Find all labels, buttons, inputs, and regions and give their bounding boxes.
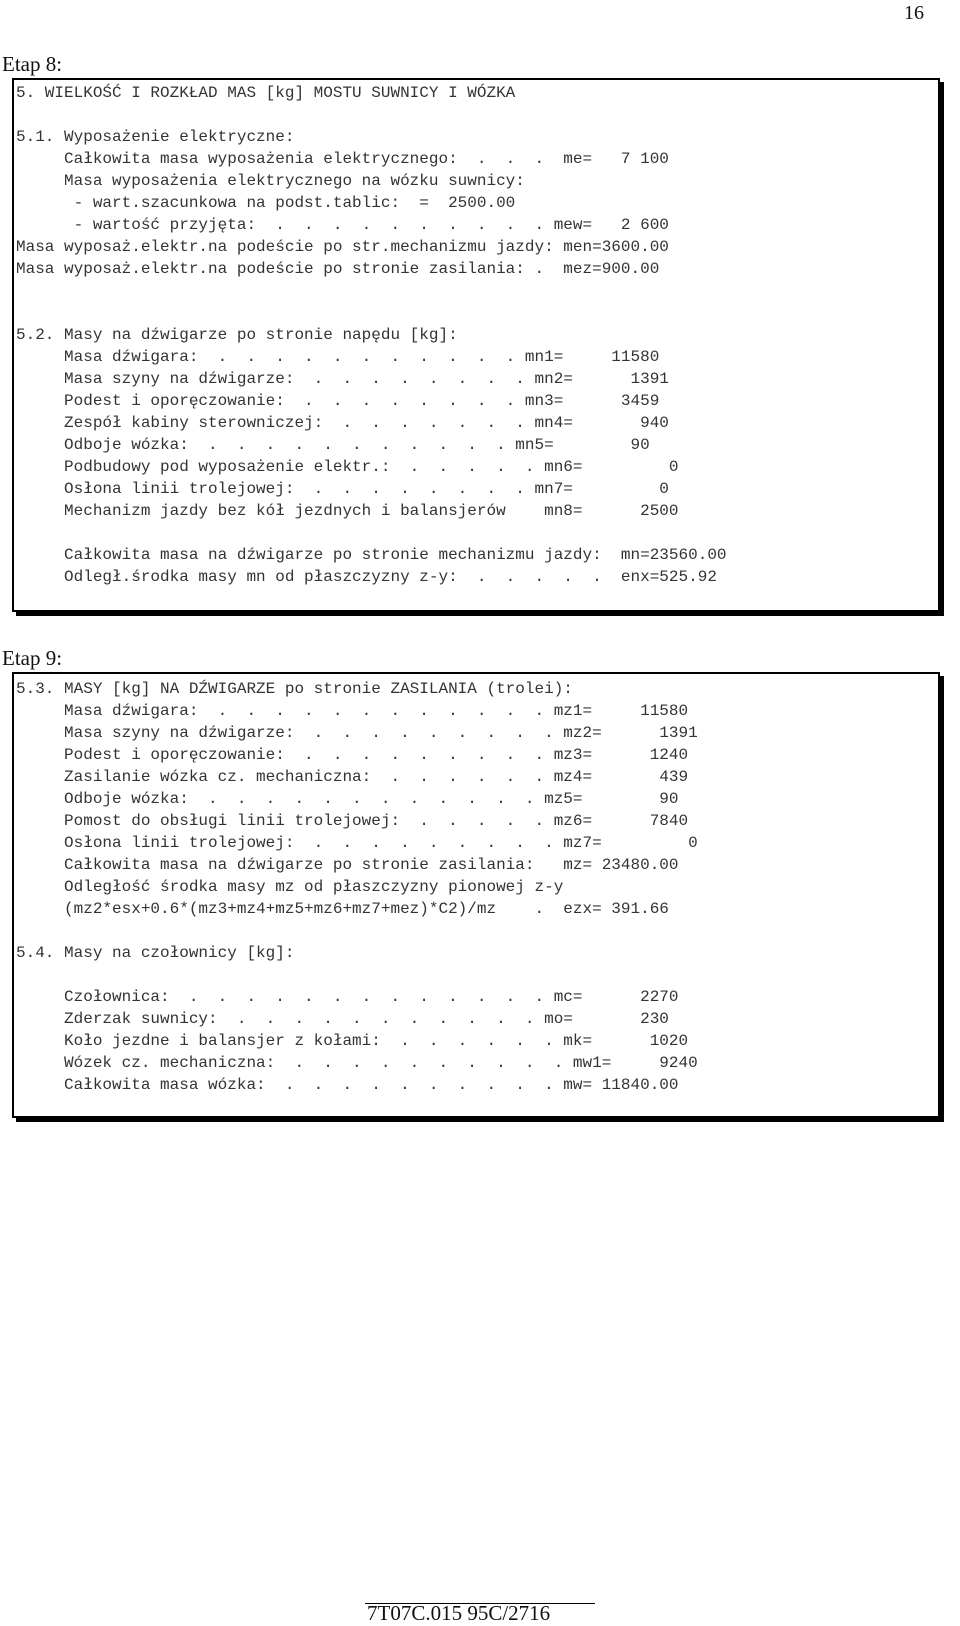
stage-9-line: Zasilanie wózka cz. mechaniczna: . . . . . . mz4= 439 bbox=[16, 768, 689, 786]
stage-8-line: Całkowita masa wyposażenia elektrycznego: . . . me= 7 100 bbox=[16, 150, 669, 168]
stage-9-line: Osłona linii trolejowej: . . . . . . . . . mz7= 0 bbox=[16, 834, 698, 852]
stage-9-line: (mz2*esx+0.6*(mz3+mz4+mz5+mz6+mz7+mez)*C2)/mz . ezx= 391.66 bbox=[16, 900, 669, 918]
stage-9-line: Zderzak suwnicy: . . . . . . . . . . . mo= 230 bbox=[16, 1010, 669, 1028]
stage-9-line: Masa dźwigara: . . . . . . . . . . . . mz1= 11580 bbox=[16, 702, 689, 720]
stage-9-line: Koło jezdne i balansjer z kołami: . . . . . . mk= 1020 bbox=[16, 1032, 689, 1050]
stage-9-line: Wózek cz. mechaniczna: . . . . . . . . . . mw1= 9240 bbox=[16, 1054, 698, 1072]
stage-8-line: Odległ.środka masy mn od płaszczyzny z-y: . . . . . enx=525.92 bbox=[16, 568, 717, 586]
stage-8-line: Masa wyposaż.elektr.na podeście po stronie zasilania: . mez=900.00 bbox=[16, 260, 660, 278]
stage-9-line: Odległość środka masy mz od płaszczyzny pionowej z-y bbox=[16, 878, 564, 896]
stage-9-line: 5.4. Masy na czołownicy [kg]: bbox=[16, 944, 295, 962]
stage-8-line: 5. WIELKOŚĆ I ROZKŁAD MAS [kg] MOSTU SUWNICY I WÓZKA bbox=[16, 84, 516, 102]
stage-8-line: - wart.szacunkowa na podst.tablic: = 2500.00 bbox=[16, 194, 516, 212]
document-code: 7T07C.015 95C/2716 bbox=[367, 1601, 551, 1625]
stage-9-line: Masa szyny na dźwigarze: . . . . . . . . . mz2= 1391 bbox=[16, 724, 698, 742]
stage-8-box bbox=[12, 78, 940, 612]
stage-9-line: Całkowita masa na dźwigarze po stronie zasilania: mz= 23480.00 bbox=[16, 856, 679, 874]
stage-9-label: Etap 9: bbox=[2, 646, 63, 670]
stage-8-line: 5.2. Masy na dźwigarze po stronie napędu [kg]: bbox=[16, 326, 458, 344]
stage-8-label: Etap 8: bbox=[2, 52, 63, 76]
stage-8-line: Podest i oporęczowanie: . . . . . . . . mn3= 3459 bbox=[16, 392, 660, 410]
stage-9-line: 5.3. MASY [kg] NA DŹWIGARZE po stronie ZASILANIA (trolei): bbox=[16, 680, 573, 698]
stage-9-line: Pomost do obsługi linii trolejowej: . . . . . mz6= 7840 bbox=[16, 812, 689, 830]
stage-8-line: - wartość przyjęta: . . . . . . . . . . mew= 2 600 bbox=[16, 216, 669, 234]
stage-8-line: Odboje wózka: . . . . . . . . . . . mn5= 90 bbox=[16, 436, 650, 454]
stage-8-line: Masa dźwigara: . . . . . . . . . . . mn1= 11580 bbox=[16, 348, 660, 366]
stage-8-line: 5.1. Wyposażenie elektryczne: bbox=[16, 128, 295, 146]
stage-8-line: Masa szyny na dźwigarze: . . . . . . . . mn2= 1391 bbox=[16, 370, 669, 388]
page-number: 16 bbox=[904, 2, 924, 24]
stage-8-line: Masa wyposaż.elektr.na podeście po str.mechanizmu jazdy: men=3600.00 bbox=[16, 238, 669, 256]
stage-9-box bbox=[12, 672, 940, 1118]
stage-8-line: Osłona linii trolejowej: . . . . . . . . mn7= 0 bbox=[16, 480, 669, 498]
stage-9-line: Czołownica: . . . . . . . . . . . . . mc= 2270 bbox=[16, 988, 679, 1006]
stage-9-line: Odboje wózka: . . . . . . . . . . . . mz5= 90 bbox=[16, 790, 679, 808]
stage-8-line: Podbudowy pod wyposażenie elektr.: . . . . . mn6= 0 bbox=[16, 458, 679, 476]
stage-8-line: Całkowita masa na dźwigarze po stronie mechanizmu jazdy: mn=23560.00 bbox=[16, 546, 727, 564]
stage-8-line: Masa wyposażenia elektrycznego na wózku suwnicy: bbox=[16, 172, 525, 190]
stage-9-line: Podest i oporęczowanie: . . . . . . . . . mz3= 1240 bbox=[16, 746, 689, 764]
stage-9-line: Całkowita masa wózka: . . . . . . . . . . mw= 11840.00 bbox=[16, 1076, 679, 1094]
stage-8-line: Mechanizm jazdy bez kół jezdnych i balansjerów mn8= 2500 bbox=[16, 502, 679, 520]
stage-8-line: Zespół kabiny sterowniczej: . . . . . . . mn4= 940 bbox=[16, 414, 669, 432]
